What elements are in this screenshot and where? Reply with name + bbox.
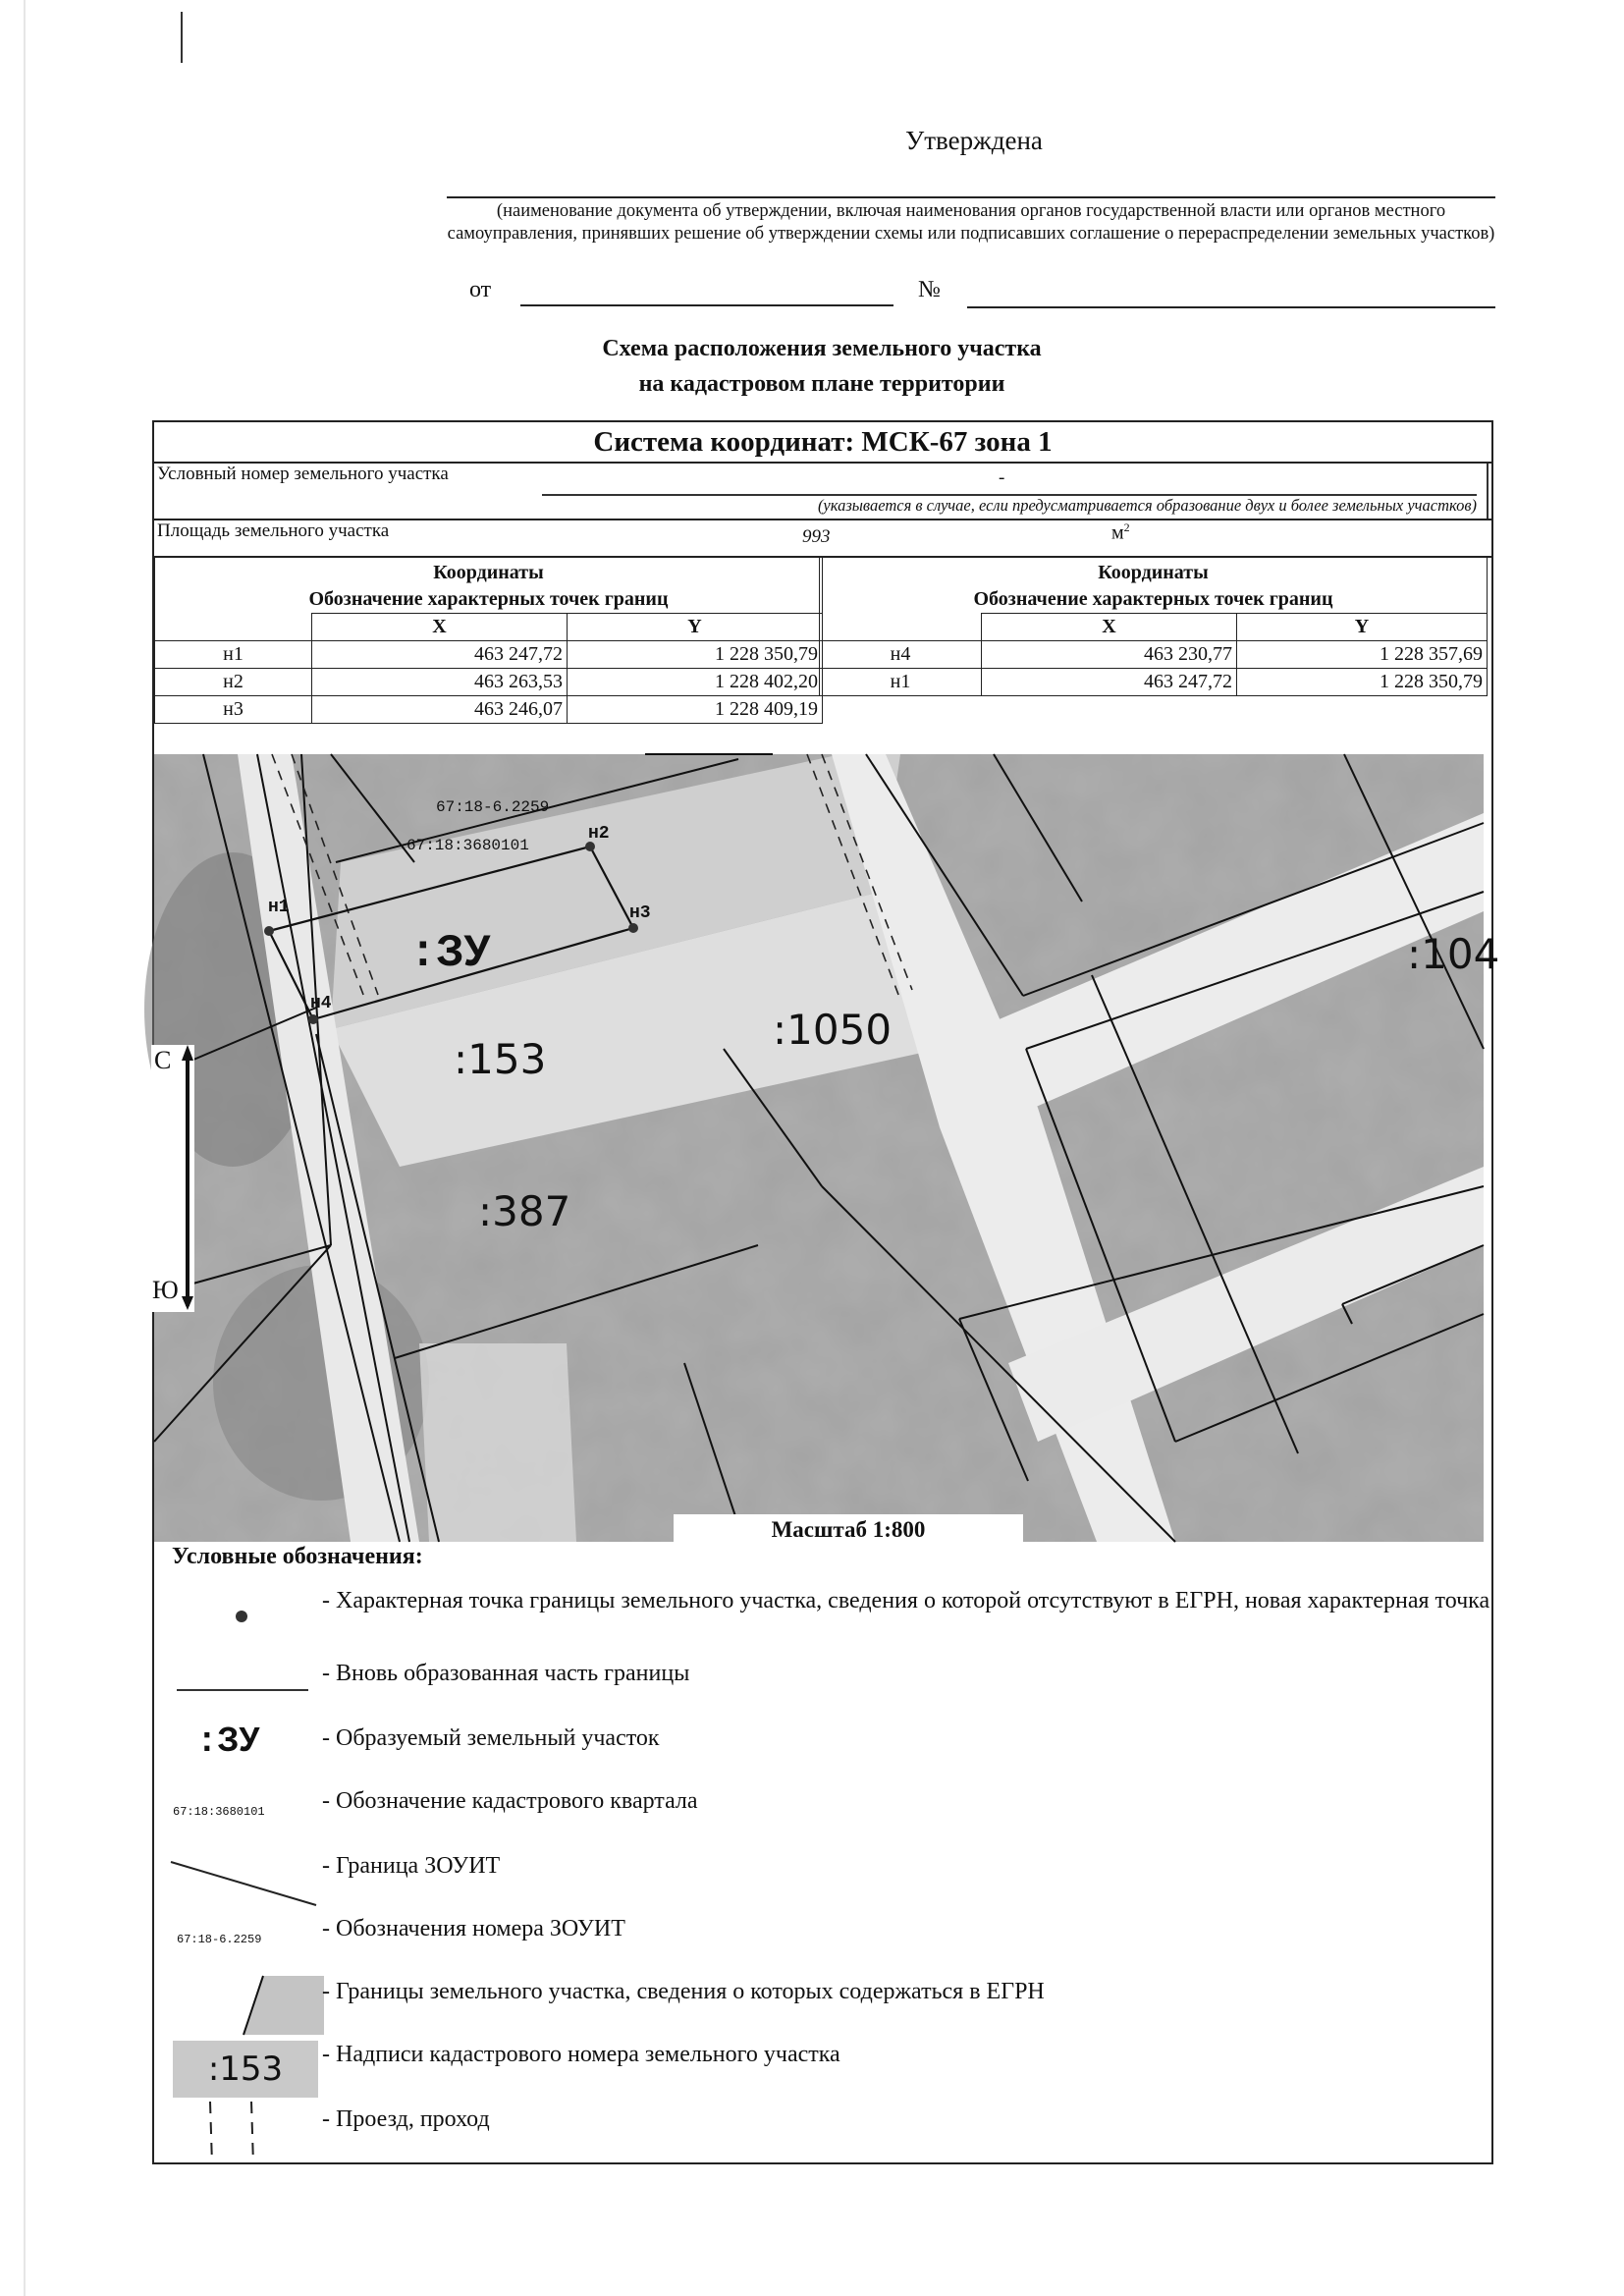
point-name: н1 bbox=[155, 641, 312, 669]
table-header bbox=[820, 557, 1488, 614]
area-value: 993 bbox=[802, 526, 831, 547]
y-value: 1 228 350,79 bbox=[1237, 669, 1488, 696]
parcel-label-104: :104 bbox=[1407, 930, 1500, 978]
y-value: 1 228 357,69 bbox=[1237, 641, 1488, 669]
point-n4-marker bbox=[308, 1014, 318, 1024]
point-col-header bbox=[155, 614, 312, 641]
area-unit bbox=[1111, 520, 1130, 545]
title-line-2: на кадастровом плане территории bbox=[638, 371, 1005, 397]
header-subtitle: Обозначение характерных точек границ bbox=[973, 587, 1333, 610]
number-label: № bbox=[918, 277, 941, 302]
point-n1-marker bbox=[264, 926, 274, 936]
x-value: 463 263,53 bbox=[312, 669, 568, 696]
point-name: н2 bbox=[155, 669, 312, 696]
legend-cadastral-number-symbol: :153 bbox=[173, 2041, 318, 2098]
legend-item-new-parcel: - Образуемый земельный участок bbox=[322, 1725, 660, 1751]
y-col-header: Y bbox=[1237, 614, 1488, 641]
point-name: н3 bbox=[155, 696, 312, 724]
table-row bbox=[155, 669, 823, 696]
scan-mark bbox=[181, 12, 183, 63]
from-label: от bbox=[469, 277, 492, 302]
coordinates-table-left bbox=[154, 556, 823, 724]
parcel-label-153: :153 bbox=[454, 1035, 547, 1083]
legend-title: Условные обозначения: bbox=[172, 1544, 423, 1569]
legend-item-quarter: - Обозначение кадастрового квартала bbox=[322, 1788, 698, 1814]
x-col-header: X bbox=[982, 614, 1237, 641]
coordinate-system-title: Система координат: МСК-67 зона 1 bbox=[154, 422, 1491, 464]
legend-item-passage: - Проезд, проход bbox=[322, 2106, 490, 2132]
point-n2-label: н2 bbox=[588, 824, 610, 844]
header-title: Координаты bbox=[433, 561, 544, 583]
point-n1-label: н1 bbox=[268, 898, 290, 917]
date-field-line bbox=[520, 304, 893, 306]
table-row bbox=[820, 641, 1488, 669]
quarter-label: 67:18:3680101 bbox=[406, 837, 529, 854]
point-n3-label: н3 bbox=[629, 903, 651, 923]
south-label: Ю bbox=[152, 1276, 179, 1304]
point-col-header bbox=[820, 614, 982, 641]
title-line-1: Схема расположения земельного участка bbox=[602, 336, 1042, 361]
header-subtitle: Обозначение характерных точек границ bbox=[308, 587, 669, 610]
parcel-label-387: :387 bbox=[478, 1187, 571, 1235]
x-col-header: X bbox=[312, 614, 568, 641]
number-field-line bbox=[967, 306, 1495, 308]
legend-item-egrn-border: - Границы земельного участка, сведения о которых содержаться в ЕГРН bbox=[322, 1979, 1045, 2004]
parcel-label-1050: :1050 bbox=[773, 1006, 893, 1054]
y-col-header: Y bbox=[568, 614, 823, 641]
area-label: Площадь земельного участка bbox=[157, 520, 390, 541]
coordinates-table-right bbox=[819, 556, 1488, 696]
point-n3-marker bbox=[628, 923, 638, 933]
approved-text: Утверждена bbox=[905, 126, 1043, 155]
table-row bbox=[155, 696, 823, 724]
legend-zouit-number-symbol: 67:18-6.2259 bbox=[177, 1933, 262, 1946]
conditional-number-hint: (указывается в случае, если предусматривается образование двух и более земельных участков) bbox=[817, 496, 1477, 515]
header-title: Координаты bbox=[1098, 561, 1209, 583]
light-patch bbox=[419, 1343, 576, 1542]
legend-quarter-symbol: 67:18:3680101 bbox=[173, 1805, 265, 1819]
x-value: 463 246,07 bbox=[312, 696, 568, 724]
north-label: С bbox=[154, 1046, 172, 1074]
area-unit-sup: 2 bbox=[1123, 520, 1130, 534]
document-title bbox=[0, 331, 1624, 402]
x-value: 463 230,77 bbox=[982, 641, 1237, 669]
point-n4-label: н4 bbox=[310, 994, 332, 1013]
conditional-number-value: - bbox=[999, 467, 1005, 488]
row-border bbox=[1487, 464, 1489, 519]
legend-dot-icon bbox=[236, 1611, 247, 1622]
y-value: 1 228 402,20 bbox=[568, 669, 823, 696]
area-row bbox=[154, 520, 1491, 558]
table-row bbox=[820, 669, 1488, 696]
table-row bbox=[155, 641, 823, 669]
conditional-number-label: Условный номер земельного участка bbox=[157, 464, 449, 484]
legend-zouit-border-icon bbox=[167, 1856, 324, 1915]
approval-document-caption: (наименование документа об утверждении, включая наименования органов государственной власти или органов местного самоуправления, принявших решение об утверждении схемы или подписавших соглашение о перераспределении земельных участков) bbox=[447, 201, 1495, 244]
approval-document-line bbox=[447, 196, 1495, 198]
x-value: 463 247,72 bbox=[982, 669, 1237, 696]
table-header bbox=[155, 557, 823, 614]
y-value: 1 228 350,79 bbox=[568, 641, 823, 669]
area-unit-text: м bbox=[1111, 521, 1124, 544]
legend-item-new-border: - Вновь образованная часть границы bbox=[322, 1661, 690, 1686]
legend-passage-icon bbox=[196, 2102, 275, 2164]
x-value: 463 247,72 bbox=[312, 641, 568, 669]
legend-parcel-border-icon bbox=[236, 1976, 324, 2037]
conditional-number-row bbox=[154, 464, 1491, 520]
new-parcel-label: :ЗУ bbox=[409, 928, 491, 979]
legend-item-zouit-number: - Обозначения номера ЗОУИТ bbox=[322, 1916, 625, 1941]
point-name: н4 bbox=[820, 641, 982, 669]
legend-item-cadastral-number: - Надписи кадастрового номера земельного участка bbox=[322, 2042, 840, 2067]
y-value: 1 228 409,19 bbox=[568, 696, 823, 724]
point-name: н1 bbox=[820, 669, 982, 696]
map-scale: Масштаб 1:800 bbox=[674, 1514, 1023, 1546]
zouit-label: 67:18-6.2259 bbox=[436, 798, 550, 816]
legend-item-new-point: - Характерная точка границы земельного участка, сведения о которой отсутствуют в ЕГРН, новая характерная точка bbox=[322, 1588, 1490, 1613]
approved-heading bbox=[0, 126, 1624, 156]
cadastral-map[interactable] bbox=[152, 754, 1500, 1542]
legend-line-icon bbox=[177, 1689, 308, 1691]
map-drawing bbox=[152, 754, 1500, 1542]
legend-item-zouit-border: - Граница ЗОУИТ bbox=[322, 1853, 501, 1879]
legend-new-parcel-symbol: :ЗУ bbox=[196, 1722, 260, 1762]
